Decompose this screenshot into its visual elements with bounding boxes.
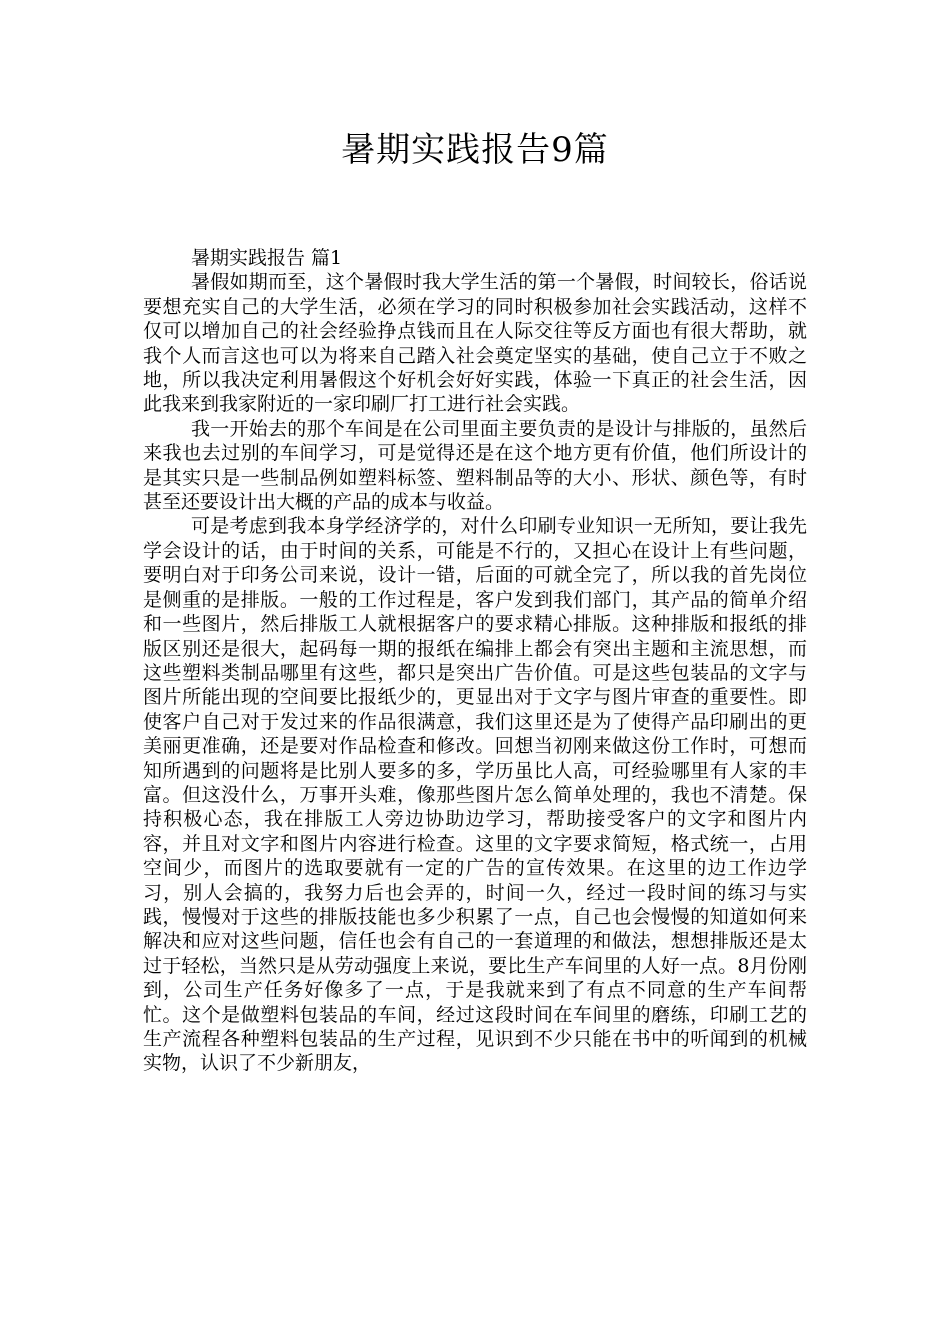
document-title: 暑期实践报告9篇 bbox=[341, 130, 609, 170]
section-heading: 暑期实践报告 篇1 bbox=[191, 247, 343, 269]
document-body bbox=[143, 246, 807, 1076]
paragraph-1: 暑假如期而至，这个暑假时我大学生活的第一个暑假，时间较长，俗话说要想充实自己的大学生活，必须在学习的同时积极参加社会实践活动，这样不仅可以增加自己的社会经验挣点钱而且在人际交往等反方面也有很大帮助，就我个人而言这也可以为将来自己踏入社会奠定坚实的基础，使自己立于不败之地，所以我决定利用暑假这个好机会好好实践，体验一下真正的社会生活，因此我来到我家附近的一家印刷厂打工进行社会实践。 bbox=[143, 271, 807, 416]
paragraph-2: 我一开始去的那个车间是在公司里面主要负责的是设计与排版的，虽然后来我也去过别的车间学习，可是觉得还是在这个地方更有价值，他们所设计的是其实只是一些制品例如塑料标签、塑料制品等的大小、形状、颜色等，有时甚至还要设计出大概的产品的成本与收益。 bbox=[143, 417, 807, 514]
paragraph-3: 可是考虑到我本身学经济学的，对什么印刷专业知识一无所知，要让我先学会设计的话，由于时间的关系，可能是不行的，又担心在设计上有些问题，要明白对于印务公司来说，设计一错，后面的可就全完了，所以我的首先岗位是侧重的是排版。一般的工作过程是，客户发到我们部门，其产品的简单介绍和一些图片，然后排版工人就根据客户的要求精心排版。这种排版和报纸的排版区别还是很大，起码每一期的报纸在编排上都会有突出主题和主流思想，而这些塑料类制品哪里有这些，都只是突出广告价值。可是这些包装品的文字与图片所能出现的空间要比报纸少的，更显出对于文字与图片审查的重要性。即使客户自己对于发过来的作品很满意，我们这里还是为了使得产品印刷出的更美丽更准确，还是要对作品检查和修改。回想当初刚来做这份工作时，可想而知所遇到的问题将是比别人要多的多，学历虽比人高，可经验哪里有人家的丰富。但这没什么，万事开头难，像那些图片怎么简单处理的，我也不清楚。保持积极心态，我在排版工人旁边协助边学习，帮助接受客户的文字和图片内容，并且对文字和图片内容进行检查。这里的文字要求简短，格式统一，占用空间少，而图片的选取要就有一定的广告的宣传效果。在这里的边工作边学习，别人会搞的，我努力后也会弄的，时间一久，经过一段时间的练习与实践，慢慢对于这些的排版技能也多少积累了一点，自己也会慢慢的知道如何来解决和应对这些问题，信任也会有自己的一套道理的和做法，想想排版还是太过于轻松，当然只是从劳动强度上来说，要比生产车间里的人好一点。8月份刚到，公司生产任务好像多了一点，于是我就来到了有点不同意的生产车间帮忙。这个是做塑料包装品的车间，经过这段时间在车间里的磨练，印刷工艺的生产流程各种塑料包装品的生产过程，见识到不少只能在书中的听闻到的机械实物，认识了不少新朋友， bbox=[143, 515, 807, 1075]
